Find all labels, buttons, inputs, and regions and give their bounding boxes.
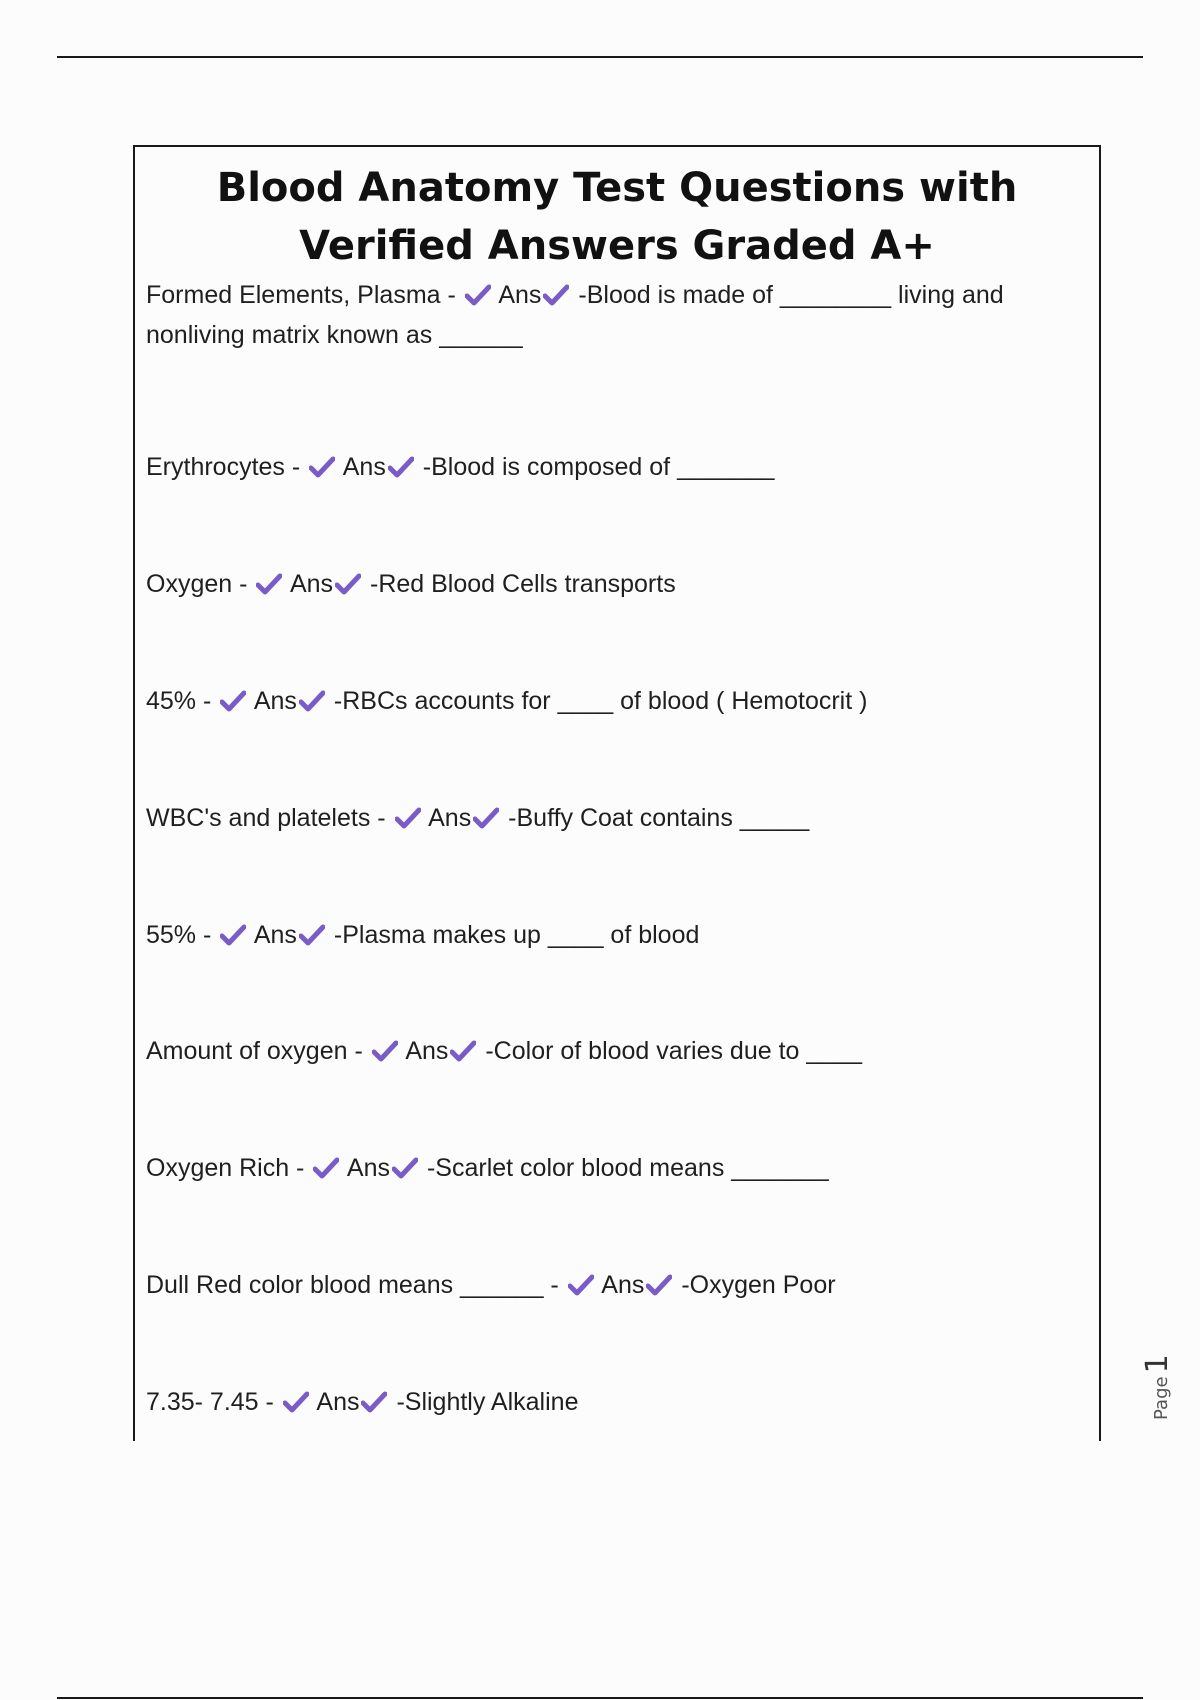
ans-label: Ans [289, 570, 334, 598]
qa-item-2 [146, 447, 1086, 487]
qa-question: -Blood is composed of _______ [422, 453, 775, 481]
qa-item-7 [146, 1031, 1086, 1071]
qa-answer: Oxygen Rich - [146, 1154, 312, 1182]
qa-answer: 45% - [146, 687, 219, 715]
check-icon [568, 1274, 594, 1296]
title-line-1: Blood Anatomy Test Questions with [216, 165, 1018, 211]
qa-item-4 [146, 681, 1086, 721]
ans-label: Ans [342, 453, 386, 481]
check-icon [388, 456, 414, 478]
bottom-rule [57, 1697, 1143, 1699]
qa-question: -RBCs accounts for ____ of blood ( Hemotocrit ) [333, 687, 868, 715]
ans-label: Ans [253, 921, 297, 949]
qa-question: -Slightly Alkaline [396, 1388, 579, 1416]
qa-question: Dull Red color blood means ______ - [146, 1271, 566, 1299]
qa-question: -Buffy Coat contains _____ [508, 804, 810, 832]
check-icon [220, 690, 246, 712]
ans-label: Ans [253, 687, 297, 715]
ans-label: Ans [601, 1271, 645, 1299]
qa-question: -Plasma makes up ____ of blood [333, 921, 700, 949]
check-icon [543, 284, 569, 306]
content-frame [133, 145, 1101, 1441]
check-icon [309, 456, 335, 478]
check-icon [361, 1391, 387, 1413]
ans-label: Ans [428, 804, 472, 832]
qa-answer: 7.35- 7.45 - [146, 1388, 281, 1416]
check-icon [313, 1157, 339, 1179]
qa-answer: 55% - [146, 921, 219, 949]
check-icon [395, 807, 421, 829]
check-icon [646, 1274, 672, 1296]
page-number: 1 [1140, 1354, 1175, 1374]
qa-item-9 [146, 1265, 1086, 1305]
check-icon [283, 1391, 309, 1413]
qa-question: -Blood is made of ________ living and nonliving matrix known as ______ [146, 281, 1004, 349]
qa-answer: -Oxygen Poor [681, 1271, 836, 1299]
check-icon [335, 573, 361, 595]
qa-question: -Red Blood Cells transports [370, 570, 676, 598]
qa-answer: Formed Elements, Plasma - [146, 281, 463, 309]
ans-label: Ans [346, 1154, 391, 1182]
check-icon [372, 1040, 398, 1062]
top-rule [57, 56, 1143, 58]
qa-item-6 [146, 915, 1086, 955]
ans-label: Ans [498, 281, 542, 309]
check-icon [392, 1157, 418, 1179]
check-icon [220, 924, 246, 946]
title-line-2: Verified Answers Graded A+ [299, 223, 935, 269]
check-icon [450, 1040, 476, 1062]
check-icon [256, 573, 282, 595]
qa-item-5 [146, 798, 1086, 838]
qa-question: -Scarlet color blood means _______ [426, 1154, 829, 1182]
qa-answer: WBC's and platelets - [146, 804, 393, 832]
qa-answer: Erythrocytes - [146, 453, 308, 481]
qa-question: -Color of blood varies due to ____ [485, 1037, 862, 1065]
check-icon [299, 924, 325, 946]
check-icon [465, 284, 491, 306]
qa-item-10 [146, 1382, 1086, 1422]
qa-item-1 [146, 275, 1086, 355]
qa-answer: Oxygen - [146, 570, 255, 598]
ans-label: Ans [405, 1037, 449, 1065]
qa-item-8 [146, 1148, 1086, 1188]
page-number-label [1140, 1340, 1180, 1420]
check-icon [473, 807, 499, 829]
ans-label: Ans [316, 1388, 360, 1416]
page-word: Page [1151, 1376, 1172, 1420]
check-icon [299, 690, 325, 712]
qa-answer: Amount of oxygen - [146, 1037, 370, 1065]
page-title [135, 159, 1099, 275]
qa-item-3 [146, 564, 1086, 604]
